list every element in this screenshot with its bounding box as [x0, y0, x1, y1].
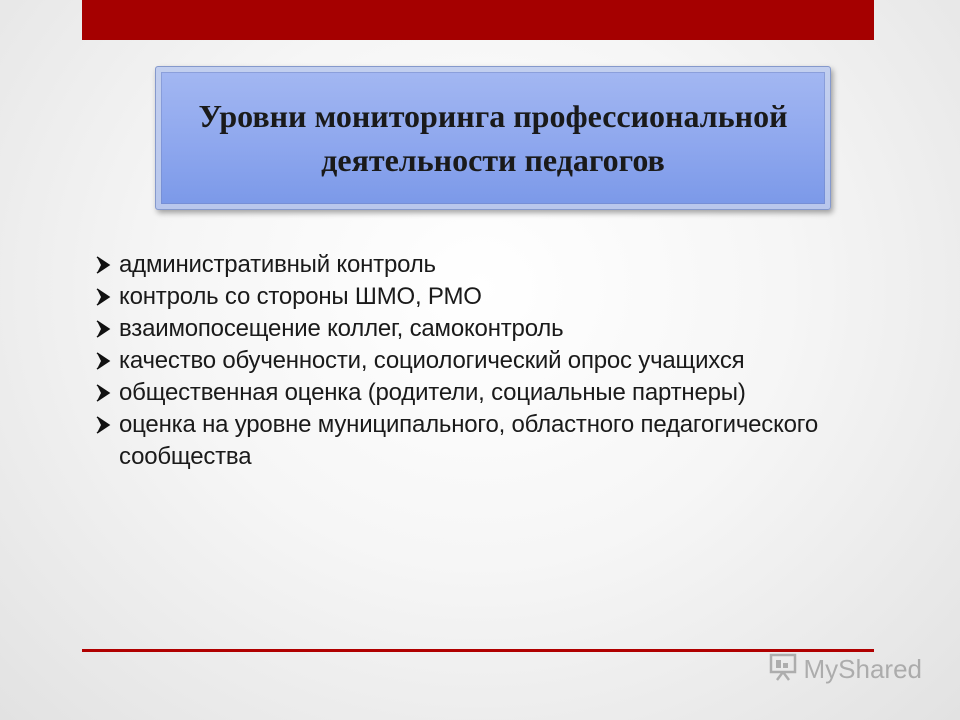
arrow-bullet-icon: [95, 281, 119, 313]
list-item: [95, 281, 925, 313]
list-item: [95, 249, 925, 281]
list-item: [95, 313, 925, 345]
list-item: [95, 409, 925, 473]
arrow-bullet-icon: [95, 313, 119, 345]
arrow-bullet-icon: [95, 377, 119, 409]
list-item-text: взаимопосещение коллег, самоконтроль: [119, 315, 564, 342]
bottom-divider: [82, 649, 874, 652]
watermark-text: MyShared: [803, 654, 922, 684]
watermark-logo: [768, 652, 923, 687]
list-item-text: контроль со стороны ШМО, РМО: [119, 283, 482, 310]
list-item: [95, 345, 925, 377]
presentation-board-icon: [768, 652, 798, 687]
list-item-text: общественная оценка (родители, социальные партнеры): [119, 379, 746, 406]
slide-title: Уровни мониторинга профессиональной деятельности педагогов: [198, 98, 788, 178]
bullet-list: [95, 249, 925, 473]
title-box: [155, 66, 831, 210]
top-accent-bar: [82, 0, 874, 40]
list-item-text: административный контроль: [119, 251, 436, 278]
arrow-bullet-icon: [95, 249, 119, 281]
list-item-text: качество обученности, социологический опрос учащихся: [119, 347, 745, 374]
list-item-text: оценка на уровне муниципального, областного педагогического сообщества: [119, 411, 818, 470]
list-item: [95, 377, 925, 409]
arrow-bullet-icon: [95, 409, 119, 441]
arrow-bullet-icon: [95, 345, 119, 377]
